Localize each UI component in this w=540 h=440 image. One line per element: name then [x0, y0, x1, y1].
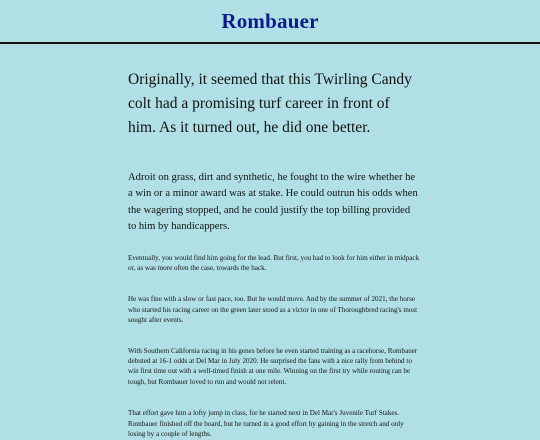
body-paragraph: Adroit on grass, dirt and synthetic, he fought to the wire whether he a win or a minor award was at stake. He could outrun his odds when the wagering stopped, and he could justify the top billing provided to him by handicappers. [128, 172, 418, 233]
page-title: Rombauer [221, 9, 319, 33]
body-paragraph: With Southern California racing in his genes before he even started training as a racehorse, Rombauer debuted at 16-1 odds at Del Mar in July 2020. He surprised the fans with a nice rally from behind to win first time out with a well-timed finish at one mile. Winning on the first try while routing can be tough, but Rombauer loved to run and would not relent. [128, 346, 418, 386]
body-paragraph: He was fine with a slow or fast pace, too. But he would move. And by the summer of 2021, the horse who started his racing career on the green later stood as a victor in one of Thoroughbred racing's most sought after events. [128, 295, 418, 325]
article-body [128, 68, 420, 440]
lead-paragraph: Originally, it seemed that this Twirling Candy colt had a promising turf career in front of him. As it turned out, he did one better. [128, 71, 412, 136]
body-paragraph: Eventually, you would find him going for the lead. But first, you had to look for him either in midpack or, as was more often the case, towards the back. [128, 253, 420, 273]
body-paragraph: That effort gave him a lofty jump in class, for he started next in Del Mar's Juvenile Turf Stakes. Rombauer finished off the board, but he turned in a good effort by gaining in the stretch and only losing by a couple of lengths. [128, 409, 404, 439]
page-header [0, 0, 540, 44]
